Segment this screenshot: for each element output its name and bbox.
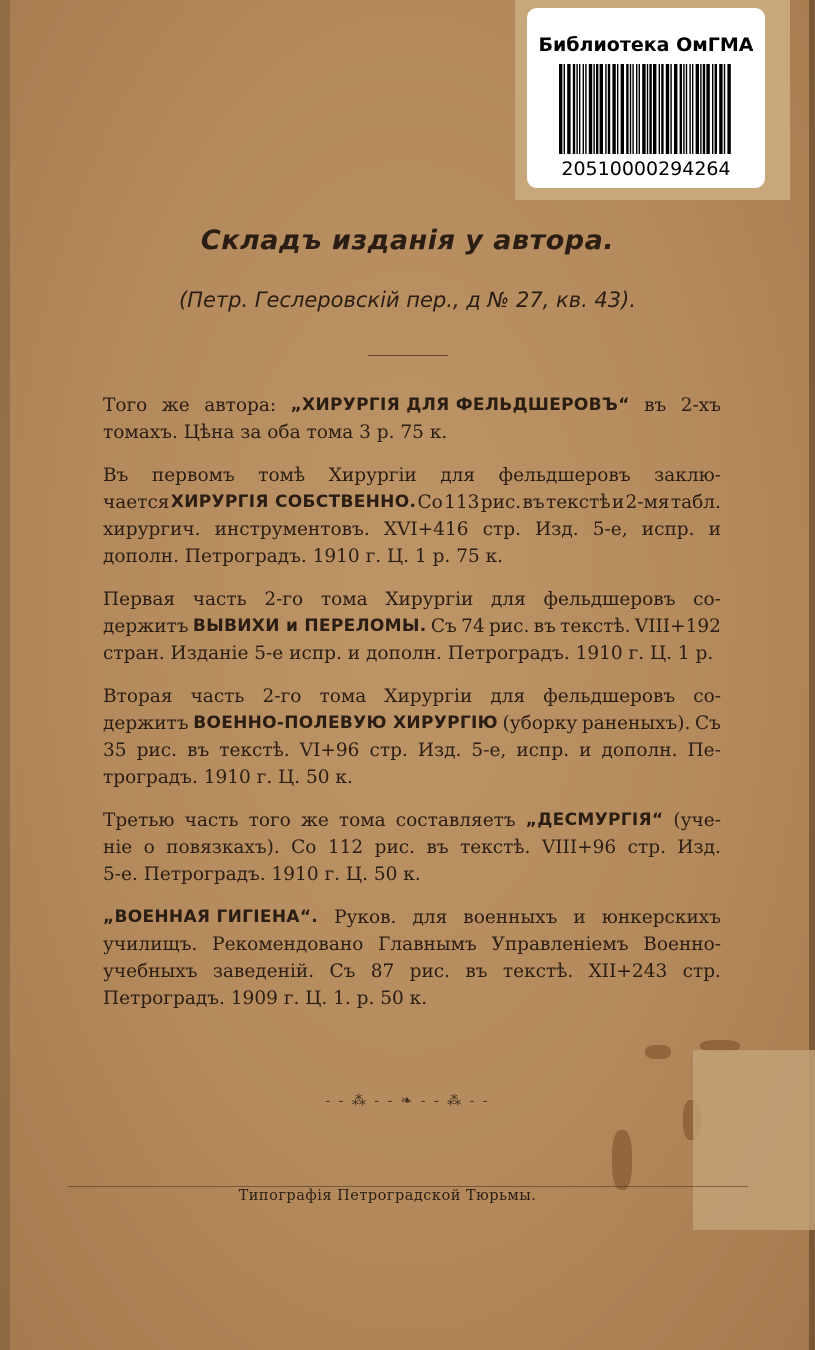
barcode-bar [600, 64, 603, 154]
word: учебныхъ [103, 961, 198, 982]
word: Вторая [103, 686, 173, 707]
word: юнкерскихъ [601, 907, 721, 928]
library-name: Библиотека ОмГМА [538, 34, 754, 56]
footer-rule [68, 1186, 748, 1187]
barcode-bar [696, 64, 699, 154]
word: текстѣ. [560, 616, 631, 637]
word: и [579, 740, 592, 761]
word: рис. [488, 616, 530, 637]
barcode-bar [727, 64, 730, 154]
word: испр. [641, 519, 695, 540]
word: со- [693, 686, 721, 707]
barcode-bar [706, 64, 709, 154]
barcode-bar [670, 64, 671, 154]
word: держитъ [103, 616, 189, 637]
printer-imprint: Типографія Петроградской Тюрьмы. [238, 1188, 537, 1204]
barcode-image [559, 64, 733, 154]
word: инструментовъ. [214, 519, 370, 540]
word: автора: [204, 395, 277, 416]
text-line [103, 861, 721, 888]
word: VIII+96 [541, 837, 617, 858]
text-line [103, 640, 721, 667]
barcode-bar [661, 64, 663, 154]
barcode-bar [642, 64, 645, 154]
word: въ [465, 961, 488, 982]
text-line [103, 710, 721, 737]
barcode-bar [589, 64, 592, 154]
word: XII+243 [588, 961, 668, 982]
barcode-bar [703, 64, 705, 154]
word: табл. [670, 492, 721, 513]
barcode-bar [680, 64, 682, 154]
word: стр. [682, 961, 721, 982]
barcode-bar [617, 64, 618, 154]
text-line [103, 834, 721, 861]
word: же [300, 810, 329, 831]
bold-title: „ХИРУРГІЯ ДЛЯ ФЕЛЬДШЕРОВЪ“ [290, 395, 630, 415]
word: того [248, 810, 291, 831]
word: Хирургіи [384, 686, 473, 707]
word: фельдшеровъ [543, 686, 676, 707]
word: рис. [374, 837, 416, 858]
barcode-bar [653, 64, 656, 154]
word: 2-хъ [680, 395, 721, 416]
text-line [103, 516, 721, 543]
word: Первая [103, 589, 176, 610]
word: въ [426, 837, 449, 858]
text-line [103, 613, 721, 640]
word: 2-го [264, 589, 304, 610]
word: часть [184, 810, 239, 831]
word: Руков. [334, 907, 397, 928]
barcode-bar [674, 64, 677, 154]
barcode-bar [596, 64, 598, 154]
ornament-divider: - - ⁂ - - ❧ - - ⁂ - - [325, 1093, 490, 1109]
word: о [143, 837, 155, 858]
word: 74 [461, 616, 485, 637]
word: текстѣ. [219, 740, 290, 761]
word: тома [338, 810, 386, 831]
word: въ [187, 740, 210, 761]
word: 2-го [262, 686, 302, 707]
word: 35 [103, 740, 127, 761]
text-line [103, 419, 721, 446]
barcode-bar [719, 64, 722, 154]
text-line [103, 931, 721, 958]
word: составляетъ [395, 810, 516, 831]
word: текстѣ [546, 492, 611, 513]
barcode-bar [700, 64, 701, 154]
text-run: стран. Изданіе 5-е испр. и дополн. Петроградъ. 1910 г. Ц. 1 р. [103, 643, 714, 664]
word: и [611, 492, 625, 513]
word: Со [417, 492, 443, 513]
word: испр. [516, 740, 570, 761]
word: для [412, 907, 448, 928]
text-line [103, 462, 721, 489]
word: стр. [627, 837, 666, 858]
barcode-bar [636, 64, 637, 154]
barcode-bar [692, 64, 693, 154]
publications-list [103, 392, 721, 1028]
barcode-bar [612, 64, 615, 154]
barcode-bar [605, 64, 606, 154]
bold-title: „ВОЕННАЯ ГИГІЕНА“. [103, 907, 319, 927]
bold-title: ВЫВИХИ и ПЕРЕЛОМЫ. [192, 616, 427, 636]
text-line [103, 586, 721, 613]
word: текстѣ. [502, 961, 574, 982]
word: рис. [136, 740, 178, 761]
text-run: Петроградъ. 1909 г. Ц. 1. р. 50 к. [103, 988, 428, 1009]
barcode-bar [579, 64, 580, 154]
word: Военно- [643, 934, 721, 955]
barcode-bar [573, 64, 575, 154]
word: стр. [369, 740, 408, 761]
publication-entry [103, 683, 721, 791]
text-line [103, 764, 721, 791]
word: заклю- [654, 465, 721, 486]
word: Рекомендовано [212, 934, 364, 955]
bold-title: ВОЕННО-ПОЛЕВУЮ ХИРУРГІЮ [193, 713, 498, 733]
word: 112 [327, 837, 364, 858]
library-barcode-label [527, 8, 765, 188]
word: 113 [444, 492, 480, 513]
barcode-bar [630, 64, 631, 154]
bold-title: „ДЕСМУРГІЯ“ [525, 810, 664, 830]
word: же [161, 395, 190, 416]
author-address: (Петр. Геслеровскій пер., д № 27, кв. 43). [178, 288, 637, 312]
word: въ [533, 616, 556, 637]
publication-entry [103, 462, 721, 570]
text-line [103, 737, 721, 764]
bold-title: ХИРУРГІЯ СОБСТВЕННО. [170, 492, 417, 512]
word: рис. [409, 961, 451, 982]
text-line [103, 683, 721, 710]
word: томѣ [258, 465, 306, 486]
word: повязкахъ). [166, 837, 280, 858]
barcode-bar [593, 64, 594, 154]
word: и [708, 519, 721, 540]
text-line [103, 489, 721, 516]
text-line [103, 543, 721, 570]
barcode-bar [724, 64, 725, 154]
barcode-bar [608, 64, 610, 154]
publication-entry [103, 904, 721, 1012]
word: Хирургіи [385, 589, 474, 610]
word: хирургич. [103, 519, 201, 540]
word: дополн. [601, 740, 678, 761]
word: для [491, 589, 526, 610]
word: Пе- [687, 740, 721, 761]
word: 5-е, [592, 519, 628, 540]
barcode-bar [689, 64, 690, 154]
barcode-bar [585, 64, 586, 154]
word: для [440, 465, 476, 486]
word: Въ [103, 465, 129, 486]
barcode-bar [576, 64, 577, 154]
word: (уче- [673, 810, 721, 831]
word: для [490, 686, 526, 707]
text-line [103, 958, 721, 985]
word: въ [522, 492, 545, 513]
publication-entry [103, 586, 721, 667]
word: первомъ [151, 465, 235, 486]
word: училищъ. [103, 934, 198, 955]
word: Съ [329, 961, 356, 982]
barcode-bar [659, 64, 660, 154]
text-run: дополн. Петроградъ. 1910 г. Ц. 1 р. 75 к. [103, 546, 504, 567]
word: Изд. [535, 519, 579, 540]
barcode-bar [632, 64, 633, 154]
paper-stain [612, 1130, 632, 1190]
word: VIII+192 [634, 616, 721, 637]
word: текстѣ. [460, 837, 531, 858]
word: Со [291, 837, 317, 858]
word: Третью [103, 810, 175, 831]
barcode-bar [686, 64, 687, 154]
word: (уборку [502, 713, 578, 734]
barcode-bar [666, 64, 669, 154]
word: 2-мя [625, 492, 670, 513]
word: Хирургіи [328, 465, 417, 486]
word: часть [192, 589, 247, 610]
word: 87 [370, 961, 395, 982]
word: 5-е, [471, 740, 507, 761]
text-line [103, 807, 721, 834]
paper-stain [645, 1045, 671, 1059]
barcode-number: 20510000294264 [561, 158, 731, 180]
barcode-bar [626, 64, 628, 154]
word: стр. [482, 519, 521, 540]
barcode-bar [715, 64, 717, 154]
word: Управленіемъ [491, 934, 629, 955]
word: часть [190, 686, 245, 707]
word: Съ [430, 616, 457, 637]
page-heading: Складъ изданія у автора. [200, 225, 615, 256]
text-line [103, 392, 721, 419]
word: ніе [103, 837, 133, 858]
text-run: троградъ. 1910 г. Ц. 50 к. [103, 767, 353, 788]
word: фельдшеровъ [498, 465, 631, 486]
word: заведеній. [212, 961, 315, 982]
word: раненыхъ). [581, 713, 691, 734]
word: чается [103, 492, 170, 513]
barcode-bar [639, 64, 640, 154]
barcode-bar [649, 64, 651, 154]
publication-entry [103, 807, 721, 888]
barcode-bar [647, 64, 648, 154]
text-line [103, 904, 721, 931]
text-run: 5-е. Петроградъ. 1910 г. Ц. 50 к. [103, 864, 421, 885]
word: тома [319, 686, 367, 707]
text-run: томахъ. Цѣна за оба тома 3 р. 75 к. [103, 422, 448, 443]
word: Изд. [677, 837, 721, 858]
barcode-bar [712, 64, 713, 154]
word: рис. [480, 492, 522, 513]
word: держитъ [103, 713, 189, 734]
word: XVI+416 [383, 519, 469, 540]
word: Главнымъ [378, 934, 477, 955]
word: въ [644, 395, 667, 416]
word: военныхъ [463, 907, 558, 928]
barcode-bar [559, 64, 562, 154]
barcode-bar [683, 64, 684, 154]
separator-rule [368, 355, 448, 356]
word: Того [103, 395, 148, 416]
word: фельдшеровъ [543, 589, 676, 610]
text-line [103, 985, 721, 1012]
word: со- [693, 589, 721, 610]
word: тома [320, 589, 368, 610]
barcode-bar [583, 64, 584, 154]
page-edge-left [0, 0, 10, 1350]
word: и [573, 907, 586, 928]
barcode-bar [621, 64, 624, 154]
word: VI+96 [299, 740, 360, 761]
publication-entry [103, 392, 721, 446]
barcode-bar [564, 64, 565, 154]
word: Изд. [417, 740, 462, 761]
barcode-bar [567, 64, 570, 154]
word: Съ [695, 713, 721, 734]
